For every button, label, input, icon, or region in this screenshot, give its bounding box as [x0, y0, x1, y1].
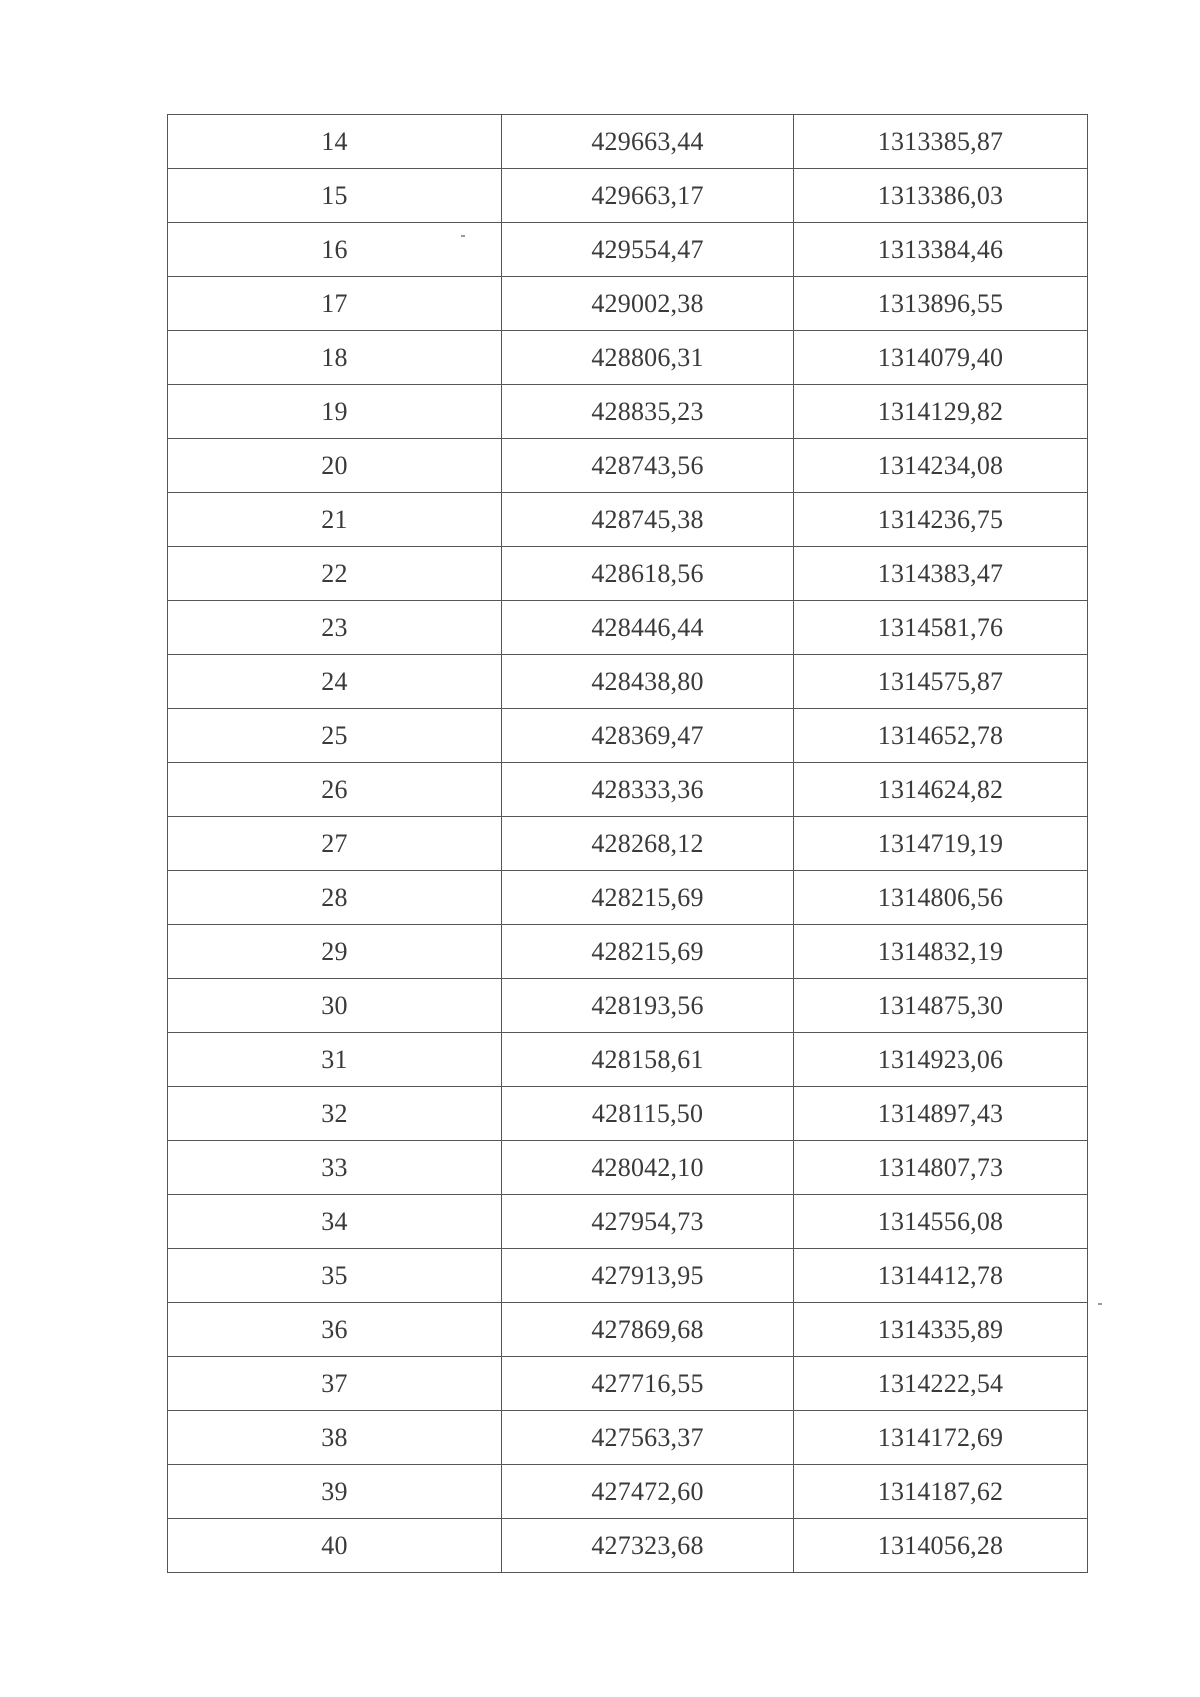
x-coordinate-cell: 428743,56 — [502, 439, 794, 493]
coordinates-table — [167, 114, 1088, 1573]
table-row — [168, 871, 1088, 925]
x-coordinate-cell: 428745,38 — [502, 493, 794, 547]
point-number-cell: 26 — [168, 763, 502, 817]
x-coordinate-cell: 428215,69 — [502, 925, 794, 979]
y-coordinate-cell: 1314897,43 — [794, 1087, 1088, 1141]
y-coordinate-cell: 1313384,46 — [794, 223, 1088, 277]
y-coordinate-cell: 1314832,19 — [794, 925, 1088, 979]
x-coordinate-cell: 428446,44 — [502, 601, 794, 655]
table-row — [168, 385, 1088, 439]
x-coordinate-cell: 428042,10 — [502, 1141, 794, 1195]
point-number-cell: 22 — [168, 547, 502, 601]
x-coordinate-cell: 429554,47 — [502, 223, 794, 277]
y-coordinate-cell: 1314807,73 — [794, 1141, 1088, 1195]
x-coordinate-cell: 428193,56 — [502, 979, 794, 1033]
point-number-cell: 39 — [168, 1465, 502, 1519]
point-number-cell: 21 — [168, 493, 502, 547]
table-row — [168, 925, 1088, 979]
y-coordinate-cell: 1314079,40 — [794, 331, 1088, 385]
y-coordinate-cell: 1314222,54 — [794, 1357, 1088, 1411]
y-coordinate-cell: 1314923,06 — [794, 1033, 1088, 1087]
y-coordinate-cell: 1314719,19 — [794, 817, 1088, 871]
y-coordinate-cell: 1314172,69 — [794, 1411, 1088, 1465]
x-coordinate-cell: 427472,60 — [502, 1465, 794, 1519]
table-row — [168, 1303, 1088, 1357]
table-row — [168, 1141, 1088, 1195]
point-number-cell: 38 — [168, 1411, 502, 1465]
x-coordinate-cell: 428158,61 — [502, 1033, 794, 1087]
x-coordinate-cell: 429663,44 — [502, 115, 794, 169]
x-coordinate-cell: 427913,95 — [502, 1249, 794, 1303]
table-row — [168, 979, 1088, 1033]
y-coordinate-cell: 1314575,87 — [794, 655, 1088, 709]
table-row — [168, 169, 1088, 223]
table-row — [168, 331, 1088, 385]
y-coordinate-cell: 1313896,55 — [794, 277, 1088, 331]
table-row — [168, 601, 1088, 655]
y-coordinate-cell: 1314652,78 — [794, 709, 1088, 763]
y-coordinate-cell: 1314056,28 — [794, 1519, 1088, 1573]
point-number-cell: 35 — [168, 1249, 502, 1303]
point-number-cell: 18 — [168, 331, 502, 385]
table-row — [168, 115, 1088, 169]
table-row — [168, 655, 1088, 709]
point-number-cell: 32 — [168, 1087, 502, 1141]
point-number-cell: 20 — [168, 439, 502, 493]
point-number-cell: 16 — [168, 223, 502, 277]
table-row — [168, 1249, 1088, 1303]
x-coordinate-cell: 428806,31 — [502, 331, 794, 385]
y-coordinate-cell: 1314234,08 — [794, 439, 1088, 493]
y-coordinate-cell: 1313386,03 — [794, 169, 1088, 223]
point-number-cell: 24 — [168, 655, 502, 709]
table-row — [168, 1519, 1088, 1573]
point-number-cell: 34 — [168, 1195, 502, 1249]
point-number-cell: 14 — [168, 115, 502, 169]
point-number-cell: 36 — [168, 1303, 502, 1357]
scan-speck — [461, 235, 465, 237]
x-coordinate-cell: 428369,47 — [502, 709, 794, 763]
y-coordinate-cell: 1314236,75 — [794, 493, 1088, 547]
table-row — [168, 1087, 1088, 1141]
x-coordinate-cell: 428268,12 — [502, 817, 794, 871]
x-coordinate-cell: 428333,36 — [502, 763, 794, 817]
x-coordinate-cell: 427954,73 — [502, 1195, 794, 1249]
point-number-cell: 37 — [168, 1357, 502, 1411]
y-coordinate-cell: 1314335,89 — [794, 1303, 1088, 1357]
y-coordinate-cell: 1314129,82 — [794, 385, 1088, 439]
point-number-cell: 19 — [168, 385, 502, 439]
point-number-cell: 27 — [168, 817, 502, 871]
x-coordinate-cell: 427563,37 — [502, 1411, 794, 1465]
coordinates-table-body — [168, 115, 1088, 1573]
x-coordinate-cell: 429663,17 — [502, 169, 794, 223]
point-number-cell: 29 — [168, 925, 502, 979]
table-row — [168, 439, 1088, 493]
table-row — [168, 277, 1088, 331]
y-coordinate-cell: 1313385,87 — [794, 115, 1088, 169]
y-coordinate-cell: 1314556,08 — [794, 1195, 1088, 1249]
x-coordinate-cell: 428438,80 — [502, 655, 794, 709]
point-number-cell: 31 — [168, 1033, 502, 1087]
x-coordinate-cell: 427716,55 — [502, 1357, 794, 1411]
x-coordinate-cell: 428115,50 — [502, 1087, 794, 1141]
x-coordinate-cell: 428618,56 — [502, 547, 794, 601]
point-number-cell: 33 — [168, 1141, 502, 1195]
y-coordinate-cell: 1314806,56 — [794, 871, 1088, 925]
point-number-cell: 30 — [168, 979, 502, 1033]
x-coordinate-cell: 428835,23 — [502, 385, 794, 439]
y-coordinate-cell: 1314187,62 — [794, 1465, 1088, 1519]
x-coordinate-cell: 427869,68 — [502, 1303, 794, 1357]
point-number-cell: 23 — [168, 601, 502, 655]
point-number-cell: 40 — [168, 1519, 502, 1573]
table-row — [168, 1357, 1088, 1411]
y-coordinate-cell: 1314383,47 — [794, 547, 1088, 601]
table-row — [168, 817, 1088, 871]
point-number-cell: 25 — [168, 709, 502, 763]
table-row — [168, 1033, 1088, 1087]
table-row — [168, 1465, 1088, 1519]
y-coordinate-cell: 1314875,30 — [794, 979, 1088, 1033]
table-row — [168, 763, 1088, 817]
table-row — [168, 1411, 1088, 1465]
y-coordinate-cell: 1314412,78 — [794, 1249, 1088, 1303]
y-coordinate-cell: 1314581,76 — [794, 601, 1088, 655]
table-row — [168, 493, 1088, 547]
point-number-cell: 17 — [168, 277, 502, 331]
x-coordinate-cell: 427323,68 — [502, 1519, 794, 1573]
table-row — [168, 223, 1088, 277]
x-coordinate-cell: 428215,69 — [502, 871, 794, 925]
x-coordinate-cell: 429002,38 — [502, 277, 794, 331]
scan-speck — [1098, 1303, 1102, 1305]
table-row — [168, 709, 1088, 763]
table-row — [168, 1195, 1088, 1249]
table-row — [168, 547, 1088, 601]
point-number-cell: 15 — [168, 169, 502, 223]
point-number-cell: 28 — [168, 871, 502, 925]
y-coordinate-cell: 1314624,82 — [794, 763, 1088, 817]
